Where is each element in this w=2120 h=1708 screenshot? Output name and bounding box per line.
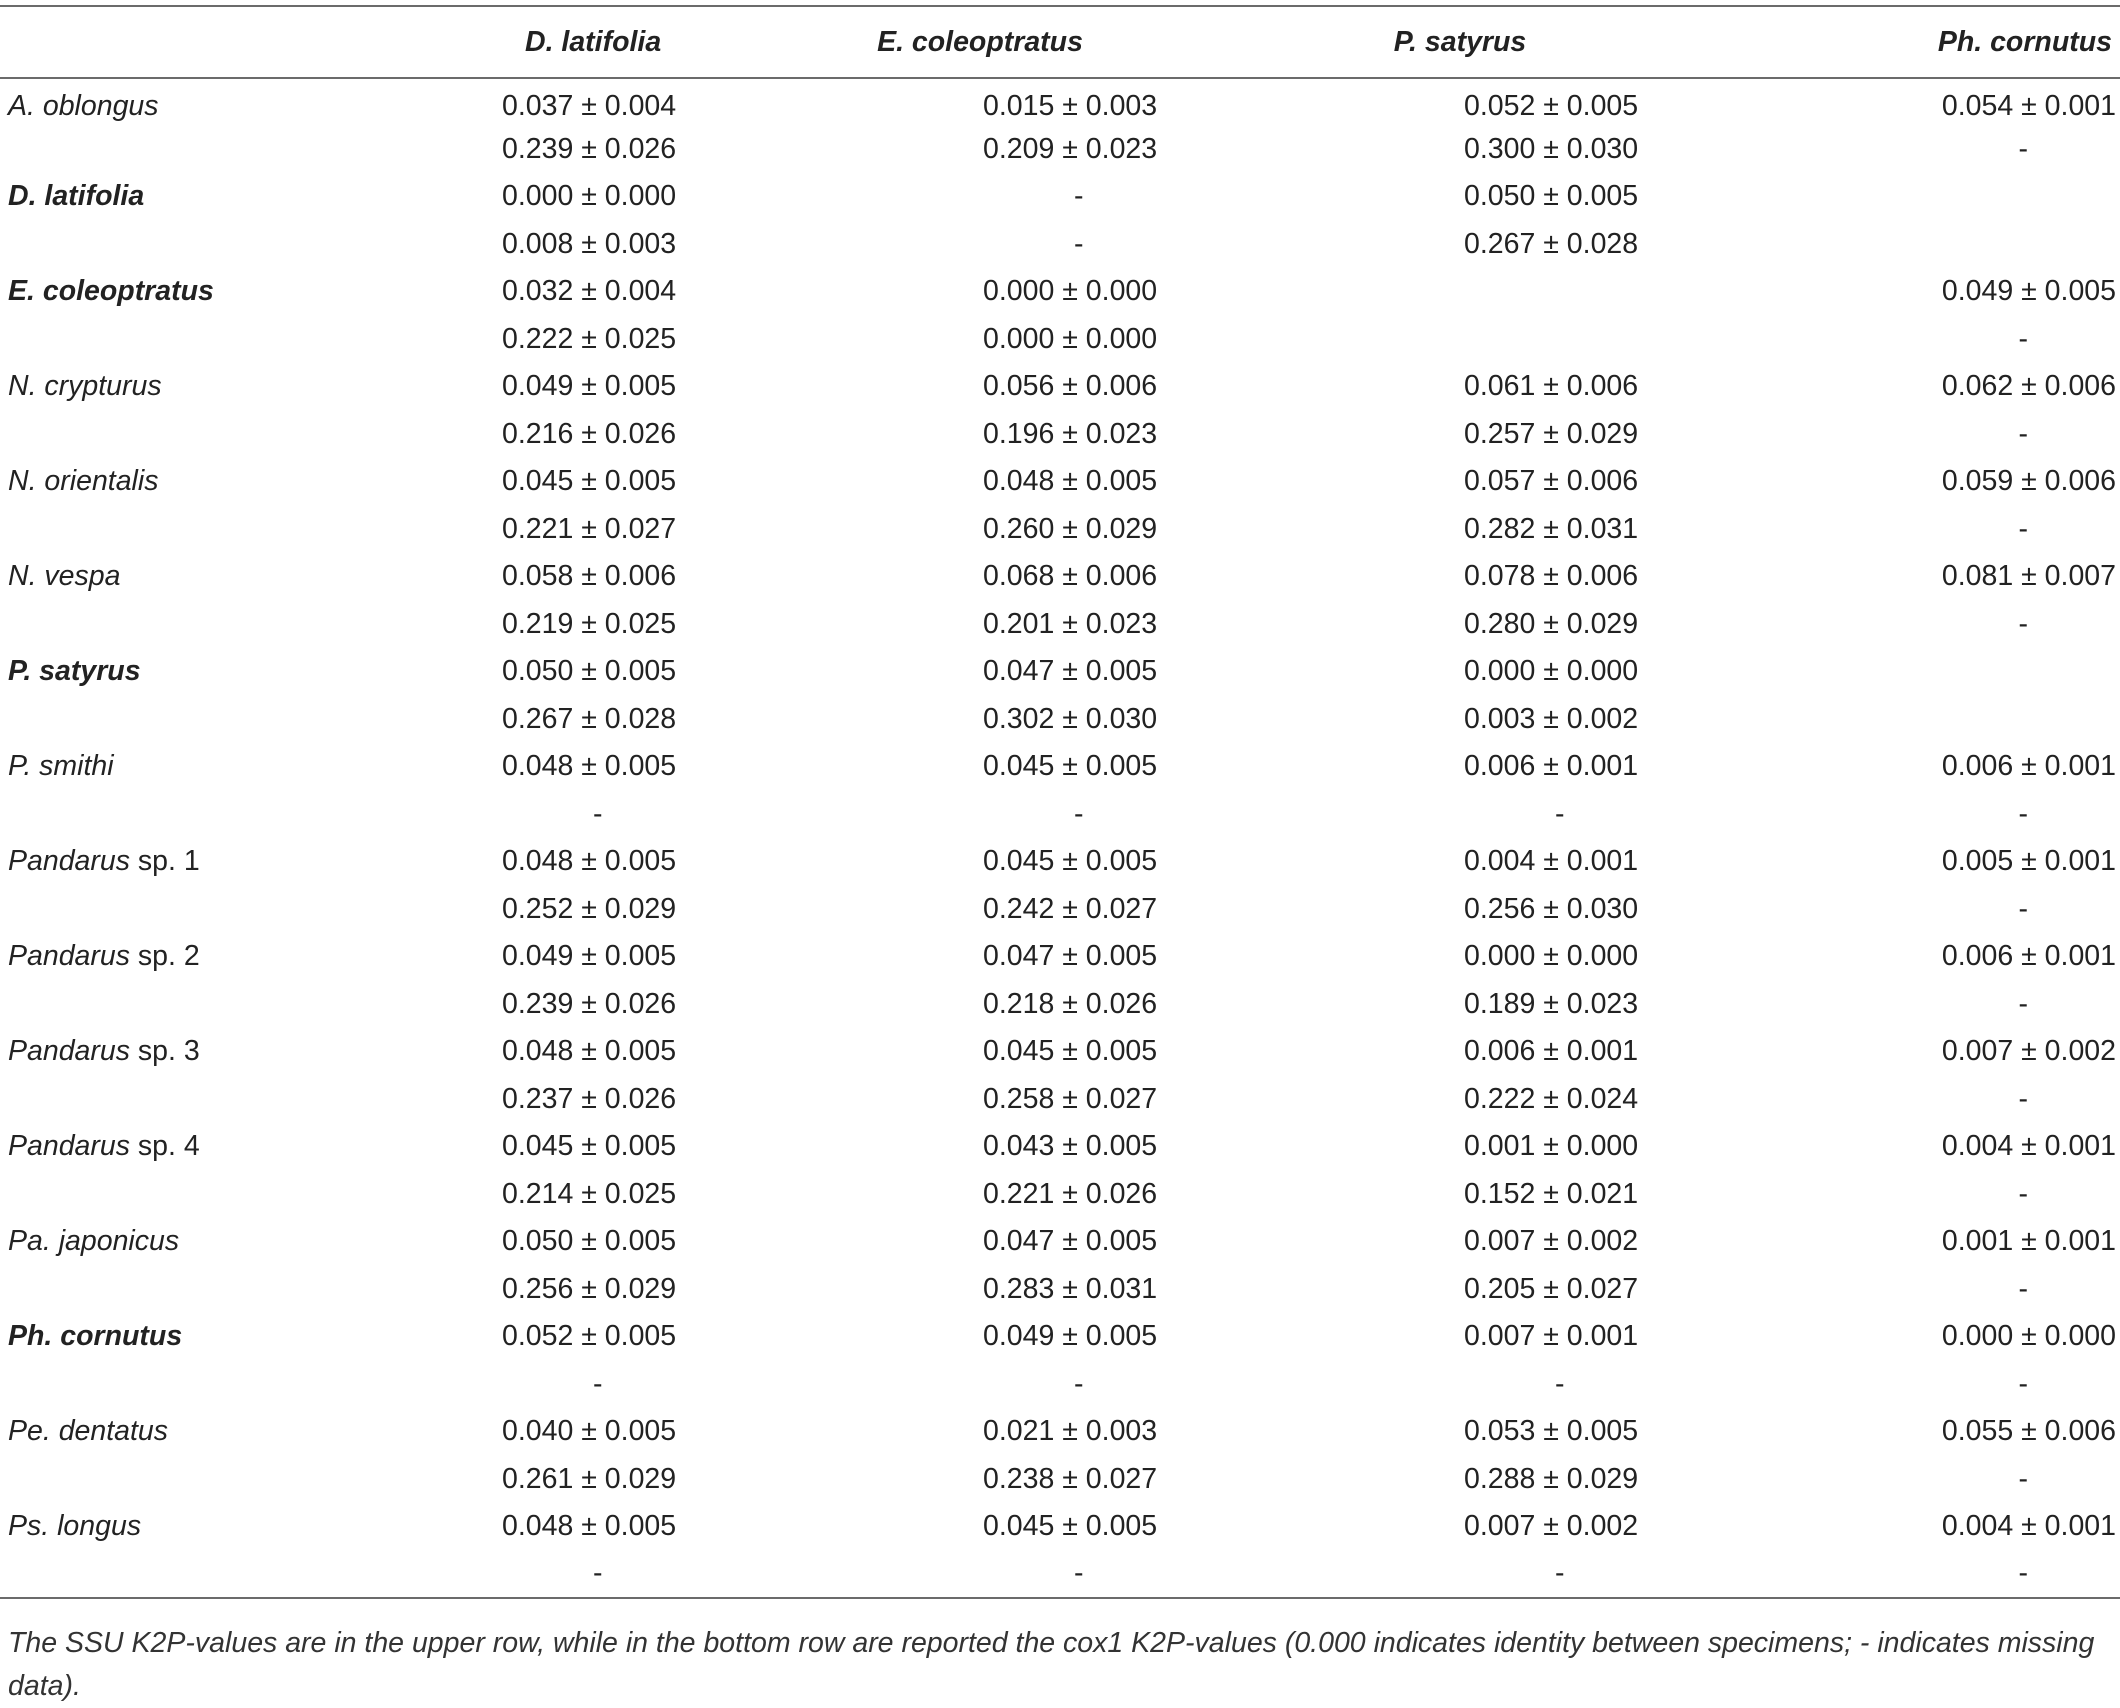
value-cell: 0.048 ± 0.005 bbox=[502, 1510, 677, 1543]
value-cell: - bbox=[2018, 1082, 2028, 1115]
value-cell: 0.047 ± 0.005 bbox=[983, 940, 1158, 973]
value-cell: 0.048 ± 0.005 bbox=[502, 750, 677, 783]
value-cell: 0.267 ± 0.028 bbox=[502, 702, 677, 735]
genus-name: Pandarus bbox=[8, 940, 131, 973]
species-name-cell: Pa. japonicus bbox=[8, 1225, 180, 1258]
value-cell: 0.000 ± 0.000 bbox=[983, 322, 1158, 355]
header-cell-p-satyrus: P. satyrus bbox=[1393, 25, 1527, 58]
table-row-cox1 bbox=[0, 1551, 2120, 1599]
value-cell: 0.007 ± 0.001 bbox=[1464, 1320, 1639, 1353]
table-row-ssu bbox=[0, 1218, 2120, 1266]
value-cell: 0.049 ± 0.005 bbox=[983, 1320, 1158, 1353]
value-cell: 0.239 ± 0.026 bbox=[502, 132, 677, 165]
species-name-cell bbox=[0, 1123, 440, 1171]
value-cell: 0.261 ± 0.029 bbox=[502, 1462, 677, 1495]
value-cell: 0.045 ± 0.005 bbox=[983, 750, 1158, 783]
genus-name: Pandarus bbox=[8, 845, 131, 878]
table-row-ssu bbox=[0, 838, 2120, 886]
table-row-cox1 bbox=[0, 696, 2120, 744]
value-cell: - bbox=[1555, 797, 1565, 830]
value-cell: 0.189 ± 0.023 bbox=[1464, 987, 1639, 1020]
value-cell: - bbox=[1074, 1367, 1084, 1400]
value-cell: - bbox=[2018, 607, 2028, 640]
value-cell: 0.280 ± 0.029 bbox=[1464, 607, 1639, 640]
value-cell bbox=[1700, 648, 2120, 696]
value-cell: 0.000 ± 0.000 bbox=[1941, 1320, 2116, 1353]
value-cell: 0.152 ± 0.021 bbox=[1464, 1177, 1639, 1210]
value-cell: 0.001 ± 0.001 bbox=[1941, 1225, 2116, 1258]
value-cell: 0.214 ± 0.025 bbox=[502, 1177, 677, 1210]
species-name-cell: N. vespa bbox=[8, 560, 121, 593]
species-name-cell: Pe. dentatus bbox=[8, 1415, 169, 1448]
value-cell: 0.209 ± 0.023 bbox=[983, 132, 1158, 165]
species-name-cell bbox=[0, 1361, 440, 1409]
value-cell: 0.048 ± 0.005 bbox=[983, 465, 1158, 498]
table-row-cox1 bbox=[0, 1266, 2120, 1314]
value-cell bbox=[1700, 696, 2120, 744]
header-cell-d-latifolia: D. latifolia bbox=[525, 25, 662, 58]
value-cell bbox=[1220, 268, 1700, 316]
species-name-cell bbox=[0, 791, 440, 839]
value-cell: 0.047 ± 0.005 bbox=[983, 1225, 1158, 1258]
value-cell: 0.000 ± 0.000 bbox=[983, 275, 1158, 308]
species-suffix: sp. 3 bbox=[130, 1035, 200, 1068]
species-name-cell: D. latifolia bbox=[8, 180, 145, 213]
value-cell: 0.222 ± 0.025 bbox=[502, 322, 677, 355]
value-cell: 0.052 ± 0.005 bbox=[1464, 89, 1639, 122]
table-row-ssu bbox=[0, 1313, 2120, 1361]
value-cell: 0.302 ± 0.030 bbox=[983, 702, 1158, 735]
table-row-cox1 bbox=[0, 1361, 2120, 1409]
table-row-ssu bbox=[0, 78, 2120, 126]
value-cell: 0.048 ± 0.005 bbox=[502, 845, 677, 878]
value-cell: 0.058 ± 0.006 bbox=[502, 560, 677, 593]
value-cell: 0.045 ± 0.005 bbox=[502, 1130, 677, 1163]
table-row-cox1 bbox=[0, 221, 2120, 269]
value-cell: 0.001 ± 0.000 bbox=[1464, 1130, 1639, 1163]
species-name-cell bbox=[0, 1171, 440, 1219]
value-cell: - bbox=[593, 1557, 603, 1590]
value-cell: 0.267 ± 0.028 bbox=[1464, 227, 1639, 260]
value-cell: 0.003 ± 0.002 bbox=[1464, 702, 1639, 735]
value-cell: - bbox=[2018, 1462, 2028, 1495]
value-cell: 0.216 ± 0.026 bbox=[502, 417, 677, 450]
species-suffix: sp. 2 bbox=[130, 940, 200, 973]
value-cell: 0.257 ± 0.029 bbox=[1464, 417, 1639, 450]
table-row-ssu bbox=[0, 268, 2120, 316]
value-cell: 0.004 ± 0.001 bbox=[1941, 1130, 2116, 1163]
species-suffix: sp. 1 bbox=[130, 845, 200, 878]
table-row-cox1 bbox=[0, 601, 2120, 649]
value-cell: 0.052 ± 0.005 bbox=[502, 1320, 677, 1353]
species-name-cell: P. smithi bbox=[8, 750, 114, 783]
value-cell: 0.242 ± 0.027 bbox=[983, 892, 1158, 925]
value-cell: 0.049 ± 0.005 bbox=[1941, 275, 2116, 308]
value-cell: 0.015 ± 0.003 bbox=[983, 89, 1158, 122]
value-cell: 0.059 ± 0.006 bbox=[1941, 465, 2116, 498]
value-cell: 0.000 ± 0.000 bbox=[502, 180, 677, 213]
species-name-cell bbox=[0, 411, 440, 459]
value-cell: 0.045 ± 0.005 bbox=[983, 1510, 1158, 1543]
value-cell: 0.008 ± 0.003 bbox=[502, 227, 677, 260]
value-cell: 0.252 ± 0.029 bbox=[502, 892, 677, 925]
value-cell: 0.283 ± 0.031 bbox=[983, 1272, 1158, 1305]
table-row-cox1 bbox=[0, 791, 2120, 839]
value-cell: 0.007 ± 0.002 bbox=[1464, 1510, 1639, 1543]
value-cell: 0.239 ± 0.026 bbox=[502, 987, 677, 1020]
table-row-ssu bbox=[0, 1123, 2120, 1171]
value-cell: 0.068 ± 0.006 bbox=[983, 560, 1158, 593]
table-row-ssu bbox=[0, 458, 2120, 506]
species-name-cell bbox=[0, 1076, 440, 1124]
species-name-cell: P. satyrus bbox=[8, 655, 141, 688]
value-cell: 0.201 ± 0.023 bbox=[983, 607, 1158, 640]
value-cell: 0.040 ± 0.005 bbox=[502, 1415, 677, 1448]
value-cell: 0.054 ± 0.001 bbox=[1941, 89, 2116, 122]
table-row-cox1 bbox=[0, 126, 2120, 174]
value-cell: 0.288 ± 0.029 bbox=[1464, 1462, 1639, 1495]
genus-name: Pandarus bbox=[8, 1035, 131, 1068]
species-name-cell bbox=[0, 696, 440, 744]
species-name-cell bbox=[0, 601, 440, 649]
k2p-distance-table bbox=[0, 5, 2120, 1599]
species-name-cell: Ph. cornutus bbox=[8, 1320, 183, 1353]
value-cell: 0.258 ± 0.027 bbox=[983, 1082, 1158, 1115]
value-cell bbox=[1700, 173, 2120, 221]
value-cell: 0.053 ± 0.005 bbox=[1464, 1415, 1639, 1448]
table-row-cox1 bbox=[0, 886, 2120, 934]
value-cell: - bbox=[2018, 322, 2028, 355]
value-cell: 0.032 ± 0.004 bbox=[502, 275, 677, 308]
value-cell: - bbox=[2018, 892, 2028, 925]
species-name-cell bbox=[0, 221, 440, 269]
value-cell: 0.006 ± 0.001 bbox=[1464, 750, 1639, 783]
value-cell: - bbox=[1074, 180, 1084, 213]
species-name-cell bbox=[0, 933, 440, 981]
value-cell: - bbox=[2018, 797, 2028, 830]
value-cell: 0.007 ± 0.002 bbox=[1941, 1035, 2116, 1068]
value-cell: - bbox=[2018, 132, 2028, 165]
value-cell bbox=[1700, 221, 2120, 269]
value-cell: 0.221 ± 0.027 bbox=[502, 512, 677, 545]
value-cell: 0.048 ± 0.005 bbox=[502, 1035, 677, 1068]
value-cell: - bbox=[2018, 1177, 2028, 1210]
table-row-ssu bbox=[0, 1503, 2120, 1551]
value-cell: - bbox=[2018, 1557, 2028, 1590]
value-cell: 0.006 ± 0.001 bbox=[1464, 1035, 1639, 1068]
species-name-cell: N. crypturus bbox=[8, 370, 162, 403]
table-footnote: The SSU K2P-values are in the upper row, while in the bottom row are reported the cox1 K2P-values (0.000 indicates identity between specimens; - indicates missing data). bbox=[8, 1627, 2095, 1702]
table-row-ssu bbox=[0, 1408, 2120, 1456]
value-cell: 0.050 ± 0.005 bbox=[502, 655, 677, 688]
value-cell: 0.256 ± 0.029 bbox=[502, 1272, 677, 1305]
header-cell-empty bbox=[0, 6, 440, 78]
species-name-cell bbox=[0, 981, 440, 1029]
value-cell: 0.062 ± 0.006 bbox=[1941, 370, 2116, 403]
value-cell: - bbox=[2018, 512, 2028, 545]
value-cell: 0.061 ± 0.006 bbox=[1464, 370, 1639, 403]
value-cell: 0.057 ± 0.006 bbox=[1464, 465, 1639, 498]
value-cell: 0.045 ± 0.005 bbox=[983, 1035, 1158, 1068]
value-cell: 0.047 ± 0.005 bbox=[983, 655, 1158, 688]
header-cell-ph-cornutus: Ph. cornutus bbox=[1937, 25, 2112, 58]
value-cell: - bbox=[1074, 797, 1084, 830]
species-name-cell bbox=[0, 126, 440, 174]
value-cell: - bbox=[1074, 1557, 1084, 1590]
species-name-cell: E. coleoptratus bbox=[8, 275, 214, 308]
species-suffix: sp. 4 bbox=[130, 1130, 200, 1163]
value-cell: 0.049 ± 0.005 bbox=[502, 940, 677, 973]
table-row-ssu bbox=[0, 363, 2120, 411]
header-cell-e-coleoptratus: E. coleoptratus bbox=[877, 25, 1083, 58]
value-cell: 0.218 ± 0.026 bbox=[983, 987, 1158, 1020]
value-cell: 0.004 ± 0.001 bbox=[1941, 1510, 2116, 1543]
species-name-cell: A. oblongus bbox=[8, 89, 159, 122]
value-cell: 0.081 ± 0.007 bbox=[1941, 560, 2116, 593]
value-cell: 0.045 ± 0.005 bbox=[983, 845, 1158, 878]
value-cell: 0.004 ± 0.001 bbox=[1464, 845, 1639, 878]
value-cell: 0.000 ± 0.000 bbox=[1464, 940, 1639, 973]
value-cell: 0.049 ± 0.005 bbox=[502, 370, 677, 403]
table-row-cox1 bbox=[0, 1076, 2120, 1124]
table-row-ssu bbox=[0, 933, 2120, 981]
value-cell: 0.238 ± 0.027 bbox=[983, 1462, 1158, 1495]
table-row-ssu bbox=[0, 173, 2120, 221]
value-cell: 0.282 ± 0.031 bbox=[1464, 512, 1639, 545]
value-cell: - bbox=[2018, 1367, 2028, 1400]
species-name-cell bbox=[0, 1456, 440, 1504]
species-name-cell bbox=[0, 886, 440, 934]
value-cell: 0.221 ± 0.026 bbox=[983, 1177, 1158, 1210]
value-cell: 0.055 ± 0.006 bbox=[1941, 1415, 2116, 1448]
value-cell: 0.045 ± 0.005 bbox=[502, 465, 677, 498]
value-cell: 0.260 ± 0.029 bbox=[983, 512, 1158, 545]
table-row-cox1 bbox=[0, 506, 2120, 554]
species-name-cell bbox=[0, 838, 440, 886]
table-row-cox1 bbox=[0, 411, 2120, 459]
table-row-ssu bbox=[0, 553, 2120, 601]
value-cell: 0.196 ± 0.023 bbox=[983, 417, 1158, 450]
value-cell: 0.000 ± 0.000 bbox=[1464, 655, 1639, 688]
value-cell: 0.050 ± 0.005 bbox=[1464, 180, 1639, 213]
species-name-cell: Ps. longus bbox=[8, 1510, 142, 1543]
value-cell: 0.006 ± 0.001 bbox=[1941, 750, 2116, 783]
value-cell: - bbox=[2018, 987, 2028, 1020]
value-cell: 0.256 ± 0.030 bbox=[1464, 892, 1639, 925]
genus-name: Pandarus bbox=[8, 1130, 131, 1163]
value-cell: - bbox=[2018, 417, 2028, 450]
value-cell: - bbox=[593, 797, 603, 830]
value-cell: 0.005 ± 0.001 bbox=[1941, 845, 2116, 878]
value-cell: - bbox=[1555, 1367, 1565, 1400]
value-cell: 0.078 ± 0.006 bbox=[1464, 560, 1639, 593]
value-cell: 0.043 ± 0.005 bbox=[983, 1130, 1158, 1163]
species-name-cell bbox=[0, 506, 440, 554]
table-row-cox1 bbox=[0, 1171, 2120, 1219]
table-row-cox1 bbox=[0, 1456, 2120, 1504]
table-row-ssu bbox=[0, 1028, 2120, 1076]
value-cell: 0.237 ± 0.026 bbox=[502, 1082, 677, 1115]
value-cell: 0.056 ± 0.006 bbox=[983, 370, 1158, 403]
value-cell: 0.037 ± 0.004 bbox=[502, 89, 677, 122]
table-row-ssu bbox=[0, 743, 2120, 791]
table-row-ssu bbox=[0, 648, 2120, 696]
value-cell: - bbox=[1074, 227, 1084, 260]
value-cell: 0.007 ± 0.002 bbox=[1464, 1225, 1639, 1258]
species-name-cell bbox=[0, 1028, 440, 1076]
species-name-cell bbox=[0, 1266, 440, 1314]
value-cell: - bbox=[593, 1367, 603, 1400]
value-cell: 0.021 ± 0.003 bbox=[983, 1415, 1158, 1448]
species-name-cell bbox=[0, 1551, 440, 1599]
value-cell: 0.300 ± 0.030 bbox=[1464, 132, 1639, 165]
value-cell: 0.006 ± 0.001 bbox=[1941, 940, 2116, 973]
value-cell bbox=[1220, 316, 1700, 364]
table-header-row bbox=[0, 6, 2120, 78]
value-cell: 0.222 ± 0.024 bbox=[1464, 1082, 1639, 1115]
table-row-cox1 bbox=[0, 981, 2120, 1029]
value-cell: 0.219 ± 0.025 bbox=[502, 607, 677, 640]
value-cell: - bbox=[1555, 1557, 1565, 1590]
species-name-cell: N. orientalis bbox=[8, 465, 159, 498]
value-cell: 0.050 ± 0.005 bbox=[502, 1225, 677, 1258]
species-name-cell bbox=[0, 316, 440, 364]
table-row-cox1 bbox=[0, 316, 2120, 364]
value-cell: 0.205 ± 0.027 bbox=[1464, 1272, 1639, 1305]
value-cell: - bbox=[2018, 1272, 2028, 1305]
